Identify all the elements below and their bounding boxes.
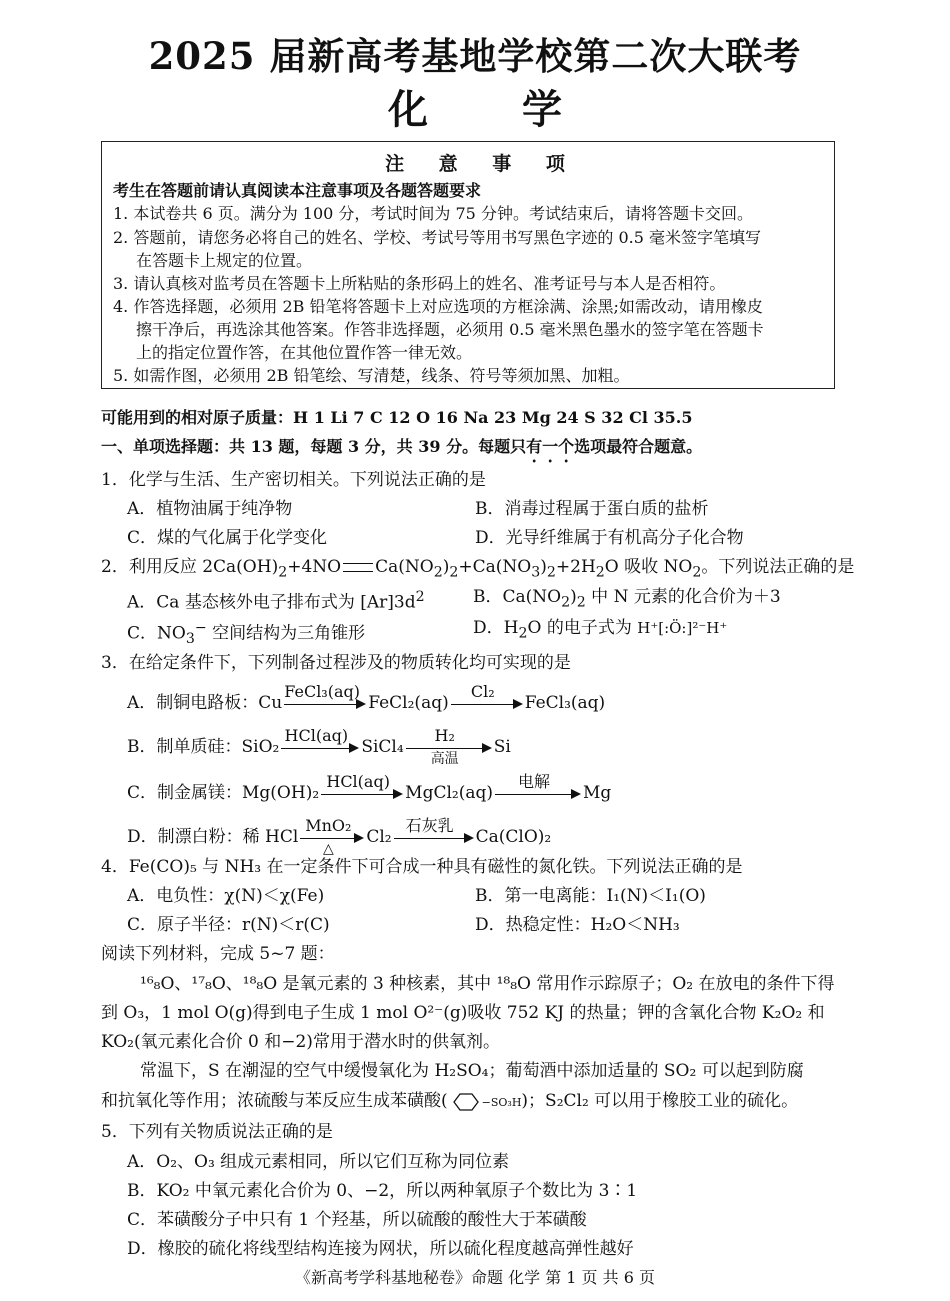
arrow-reagent: HCl(aq) bbox=[326, 772, 390, 791]
q2-d-text: D．H bbox=[473, 618, 519, 638]
q3-stem: 3．在给定条件下，下列制备过程涉及的物质转化均可实现的是 bbox=[101, 653, 571, 673]
species: FeCl₂(aq) bbox=[368, 693, 449, 713]
arrow-condition: 高温 bbox=[430, 751, 459, 767]
arrow-reagent: Cl₂ bbox=[470, 682, 495, 701]
q4-stem: 4．Fe(CO)₅ 与 NH₃ 在一定条件下可合成一种具有磁性的氮化铁。下列说法正确的是 bbox=[101, 857, 743, 877]
q2-stem-part: ) bbox=[442, 557, 450, 577]
section-heading-a: 一、单项选择题：共 13 题，每题 3 分，共 39 分。每题只 bbox=[101, 437, 527, 456]
material-p1-line3: KO₂(氧元素化合价 0 和−2)常用于潜水时的供氧剂。 bbox=[101, 1032, 500, 1052]
material-p2-line1: 常温下，S 在潮湿的空气中缓慢氧化为 H₂SO₄；葡萄酒中添加适量的 SO₂ 可以起到防腐 bbox=[140, 1061, 804, 1081]
arrow-condition: △ bbox=[322, 841, 334, 857]
material-p2-line2 bbox=[101, 1090, 798, 1114]
benzene-ring-icon bbox=[448, 1092, 482, 1112]
arrow-reagent: 石灰乳 bbox=[405, 816, 454, 835]
species: SiCl₄ bbox=[361, 737, 404, 757]
q5-stem: 5．下列有关物质说法正确的是 bbox=[101, 1122, 333, 1142]
species: FeCl₃(aq) bbox=[524, 693, 606, 713]
q2-stem-part: +4NO bbox=[287, 557, 342, 577]
q3-c-label: C．制金属镁： bbox=[127, 783, 243, 803]
q1-option-c: C．煤的气化属于化学变化 bbox=[127, 528, 328, 548]
section-heading-emphasis: 有一个 bbox=[526, 437, 575, 456]
notice-item-2: 2. 答题前，请您务必将自己的姓名、学校、考试号等用书写黑色字迹的 0.5 毫米签字笔填写 bbox=[113, 228, 761, 247]
q2-stem-part: +Ca(NO bbox=[458, 557, 532, 577]
q2-sub: 2 bbox=[595, 564, 605, 581]
material-p1-line2: 到 O₃，1 mol O(g)得到电子生成 1 mol O²⁻(g)吸收 752 KJ 的热量；钾的含氧化合物 K₂O₂ 和 bbox=[101, 1003, 825, 1023]
q3-a-label: A．制铜电路板： bbox=[127, 693, 259, 713]
q2-d-text: O 的电子式为 bbox=[527, 618, 632, 638]
material-intro: 阅读下列材料，完成 5~7 题： bbox=[101, 944, 335, 964]
reaction-arrow bbox=[451, 684, 523, 714]
q2-b-text: ) bbox=[570, 587, 577, 607]
reaction-arrow bbox=[321, 774, 403, 804]
q2-a-sup: 2 bbox=[415, 589, 425, 605]
page-footer: 《新高考学科基地秘卷》命题 化学 第 1 页 共 6 页 bbox=[295, 1268, 655, 1287]
q4-option-a: A．电负性：χ(N)＜χ(Fe) bbox=[127, 886, 325, 906]
sulfonic-group: −SO₃H bbox=[481, 1096, 522, 1109]
q1-option-b: B．消毒过程属于蛋白质的盐析 bbox=[475, 499, 709, 519]
reaction-arrow bbox=[281, 728, 359, 758]
q2-c-text: 空间结构为三角锥形 bbox=[206, 623, 366, 644]
reaction-arrow bbox=[495, 774, 581, 804]
q2-sub: 2 bbox=[692, 564, 702, 581]
q1-option-d: D．光导纤维属于有机高分子化合物 bbox=[475, 528, 744, 548]
q2-stem-part: 。下列说法正确的是 bbox=[701, 557, 855, 577]
material-text: )；S₂Cl₂ 可以用于橡胶工业的硫化。 bbox=[521, 1091, 799, 1111]
q2-c-sub: 3 bbox=[185, 631, 195, 648]
notice-item-4-cont2: 上的指定位置作答，在其他位置作答一律无效。 bbox=[136, 343, 473, 362]
species: SiO₂ bbox=[241, 737, 280, 757]
reaction-arrow bbox=[300, 816, 364, 857]
species: Ca(ClO)₂ bbox=[475, 827, 552, 847]
arrow-reagent: MnO₂ bbox=[305, 816, 352, 835]
q2-stem-part: +2H bbox=[555, 557, 596, 577]
q3-d-label: D．制漂白粉： bbox=[127, 827, 243, 847]
reaction-arrow bbox=[406, 726, 492, 767]
notice-item-2-cont: 在答题卡上规定的位置。 bbox=[136, 251, 313, 270]
section-heading bbox=[101, 436, 702, 466]
q1-stem: 1．化学与生活、生产密切相关。下列说法正确的是 bbox=[101, 470, 486, 490]
notice-item-4-cont1: 擦干净后，再选涂其他答案。作答非选择题，必须用 0.5 毫米黑色墨水的签字笔在答题卡 bbox=[136, 320, 764, 339]
q2-c-sup: − bbox=[194, 620, 207, 636]
q1-option-a: A．植物油属于纯净物 bbox=[127, 499, 293, 519]
q4-option-b: B．第一电离能：I₁(N)＜I₁(O) bbox=[475, 886, 706, 906]
q2-b-sub: 2 bbox=[576, 594, 586, 611]
atomic-masses: 可能用到的相对原子质量：H 1 Li 7 C 12 O 16 Na 23 Mg 24 S 32 Cl 35.5 bbox=[101, 408, 693, 427]
q5-option-b: B．KO₂ 中氧元素化合价为 0、−2，所以两种氧原子个数比为 3∶1 bbox=[127, 1181, 638, 1201]
electron-formula: H⁺[:Ö:]²⁻H⁺ bbox=[637, 619, 728, 637]
q2-sub: 2 bbox=[449, 564, 459, 581]
species: Si bbox=[493, 737, 511, 757]
q2-b-sub: 2 bbox=[561, 594, 571, 611]
species: Cl₂ bbox=[366, 827, 392, 847]
q2-stem-part: ) bbox=[540, 557, 547, 577]
exam-title: 2025 届新高考基地学校第二次大联考 bbox=[148, 34, 802, 78]
reaction-arrow bbox=[394, 818, 474, 848]
q2-sub: 2 bbox=[433, 564, 443, 581]
notice-heading: 注 意 事 项 bbox=[385, 153, 579, 175]
q5-option-a: A．O₂、O₃ 组成元素相同，所以它们互称为同位素 bbox=[127, 1152, 510, 1172]
q2-sub: 2 bbox=[546, 564, 556, 581]
q2-a-text: A．Ca 基态核外电子排布式为 [Ar]3d bbox=[127, 592, 416, 613]
q2-b-text: B．Ca(NO bbox=[473, 587, 562, 607]
q4-option-d: D．热稳定性：H₂O＜NH₃ bbox=[475, 915, 680, 935]
q2-stem bbox=[101, 556, 854, 583]
material-text: 和抗氧化等作用；浓硫酸与苯反应生成苯磺酸( bbox=[101, 1091, 448, 1111]
q2-stem-part: 2．利用反应 2Ca(OH) bbox=[101, 557, 279, 577]
q2-stem-part: O 吸收 NO bbox=[604, 557, 693, 577]
equals-sign bbox=[343, 563, 373, 572]
species: Cu bbox=[258, 693, 283, 713]
species: 稀 HCl bbox=[242, 827, 299, 847]
arrow-reagent: 电解 bbox=[517, 772, 550, 791]
species: Mg(OH)₂ bbox=[242, 783, 320, 803]
q2-b-text: 中 N 元素的化合价为＋3 bbox=[585, 587, 781, 607]
notice-item-1: 1. 本试卷共 6 页。满分为 100 分，考试时间为 75 分钟。考试结束后，请将答题卡交回。 bbox=[113, 204, 753, 223]
section-heading-b: 选项最符合题意。 bbox=[574, 437, 703, 456]
subject-title: 化 学 bbox=[388, 86, 602, 133]
notice-item-5: 5. 如需作图，必须用 2B 铅笔绘、写清楚，线条、符号等须加黑、加粗。 bbox=[113, 366, 630, 385]
q2-option-a bbox=[127, 586, 425, 614]
species: Mg bbox=[583, 783, 612, 803]
q2-sub: 2 bbox=[278, 564, 288, 581]
q5-option-d: D．橡胶的硫化将线型结构连接为网状，所以硫化程度越高弹性越好 bbox=[127, 1239, 634, 1259]
material-p1-line1: ¹⁶₈O、¹⁷₈O、¹⁸₈O 是氧元素的 3 种核素，其中 ¹⁸₈O 常用作示踪原子；O₂ 在放电的条件下得 bbox=[140, 974, 835, 994]
q2-option-b bbox=[473, 586, 781, 613]
q2-sub: 3 bbox=[531, 564, 541, 581]
q4-option-c: C．原子半径：r(N)＜r(C) bbox=[127, 915, 330, 935]
reaction-arrow bbox=[284, 684, 366, 714]
notice-intro: 考生在答题前请认真阅读本注意事项及各题答题要求 bbox=[113, 181, 482, 200]
q2-d-sub: 2 bbox=[518, 625, 528, 642]
arrow-reagent: FeCl₃(aq) bbox=[284, 682, 360, 701]
species: MgCl₂(aq) bbox=[405, 783, 493, 803]
arrow-reagent: HCl(aq) bbox=[284, 726, 349, 745]
q3-b-label: B．制单质硅： bbox=[127, 737, 242, 757]
notice-item-4: 4. 作答选择题，必须用 2B 铅笔将答题卡上对应选项的方框涂满、涂黑;如需改动，请用橡皮 bbox=[113, 297, 763, 316]
q2-option-c bbox=[127, 617, 365, 650]
q5-option-c: C．苯磺酸分子中只有 1 个羟基，所以硫酸的酸性大于苯磺酸 bbox=[127, 1210, 587, 1230]
q2-c-text: C．NO bbox=[127, 623, 186, 644]
q2-stem-part: Ca(NO bbox=[375, 557, 434, 577]
arrow-reagent: H₂ bbox=[434, 726, 455, 745]
notice-item-3: 3. 请认真核对监考员在答题卡上所粘贴的条形码上的姓名、准考证号与本人是否相符。 bbox=[113, 274, 726, 293]
q2-option-d bbox=[473, 617, 727, 644]
